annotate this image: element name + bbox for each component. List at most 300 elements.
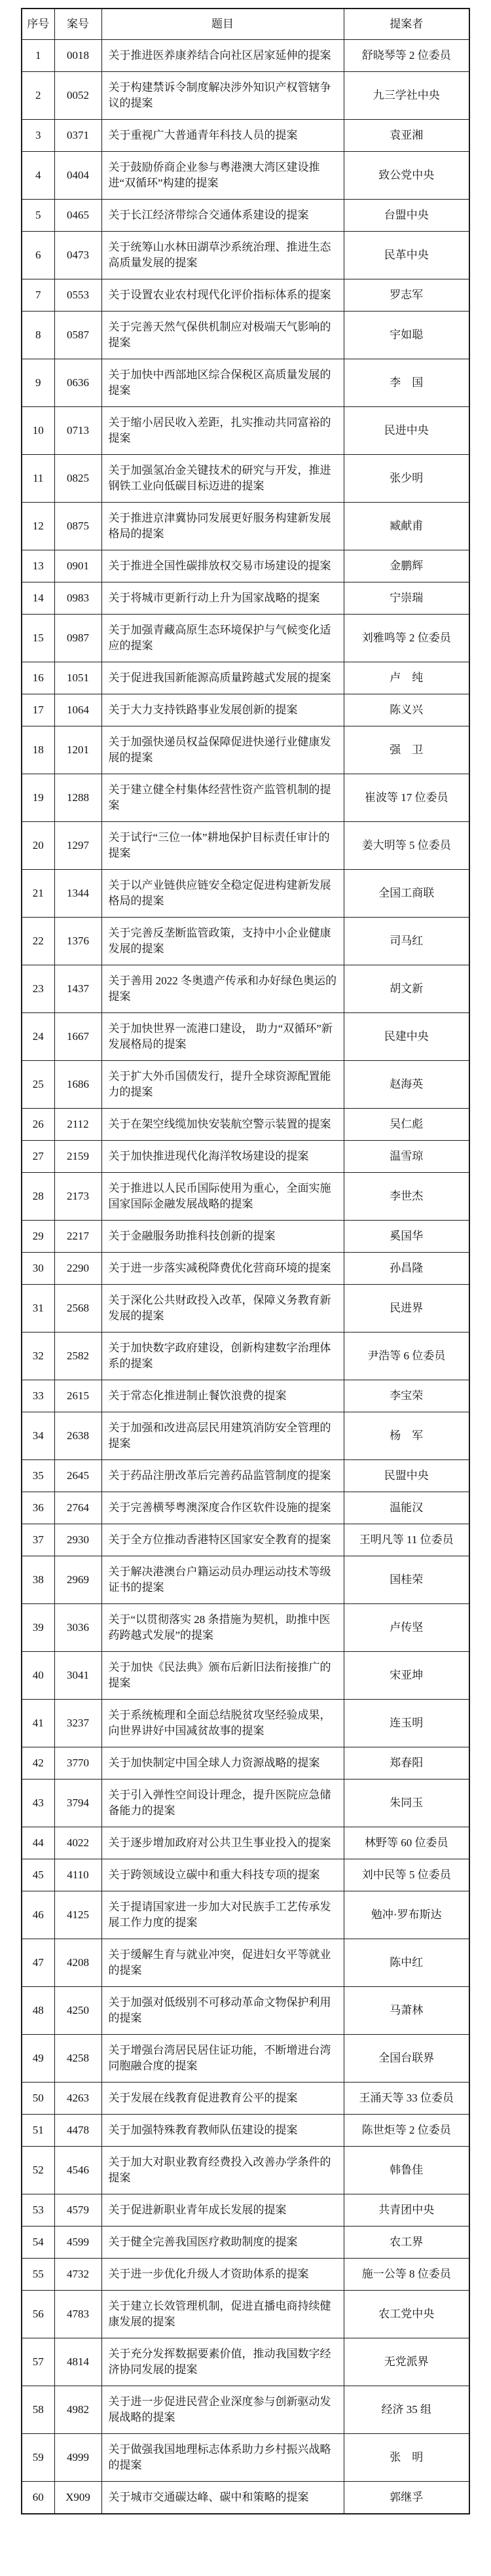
row-title: 关于完善横琴粤澳深度合作区软件设施的提案 — [101, 1492, 344, 1524]
table-row — [22, 1380, 469, 1412]
row-seq: 53 — [22, 2194, 54, 2227]
row-case-no: 2645 — [54, 1460, 101, 1492]
row-proposer: 农工党中央 — [344, 2291, 469, 2338]
row-seq: 20 — [22, 822, 54, 870]
row-proposer: 奚国华 — [344, 1221, 469, 1253]
row-title: 关于以产业链供应链安全稳定促进构建新发展格局的提案 — [101, 870, 344, 918]
row-proposer: 无党派界 — [344, 2338, 469, 2386]
row-proposer: 韩鲁佳 — [344, 2147, 469, 2194]
row-title: 关于“以贯彻落实 28 条措施为契机，助推中医药跨越式发展”的提案 — [101, 1604, 344, 1652]
row-seq: 14 — [22, 582, 54, 615]
row-seq: 33 — [22, 1380, 54, 1412]
row-proposer: 国桂荣 — [344, 1556, 469, 1604]
row-title: 关于逐步增加政府对公共卫生事业投入的提案 — [101, 1827, 344, 1859]
row-seq: 7 — [22, 279, 54, 312]
row-seq: 35 — [22, 1460, 54, 1492]
table-row — [22, 822, 469, 870]
row-proposer: 张 明 — [344, 2434, 469, 2482]
row-seq: 45 — [22, 1859, 54, 1891]
row-seq: 11 — [22, 455, 54, 503]
row-case-no: 0465 — [54, 200, 101, 232]
table-row — [22, 774, 469, 822]
table-row — [22, 1333, 469, 1380]
row-case-no: 2173 — [54, 1173, 101, 1221]
row-case-no: 4579 — [54, 2194, 101, 2227]
row-case-no: 1344 — [54, 870, 101, 918]
row-seq: 49 — [22, 2035, 54, 2083]
row-title: 关于善用 2022 冬奥遗产传承和办好绿色奥运的提案 — [101, 965, 344, 1013]
row-seq: 59 — [22, 2434, 54, 2482]
table-row — [22, 2147, 469, 2194]
table-row — [22, 1412, 469, 1460]
row-seq: 44 — [22, 1827, 54, 1859]
row-title: 关于药品注册改革后完善药品监管制度的提案 — [101, 1460, 344, 1492]
row-seq: 41 — [22, 1700, 54, 1747]
column-header-proposer: 提案者 — [344, 9, 469, 40]
table-row — [22, 615, 469, 662]
table-row — [22, 1556, 469, 1604]
row-case-no: 4478 — [54, 2115, 101, 2147]
table-row — [22, 2083, 469, 2115]
row-seq: 56 — [22, 2291, 54, 2338]
table-row — [22, 1061, 469, 1109]
row-case-no: 3041 — [54, 1652, 101, 1700]
table-row — [22, 1013, 469, 1061]
table-row — [22, 918, 469, 965]
row-title: 关于构建禁诉令制度解决涉外知识产权管辖争议的提案 — [101, 72, 344, 120]
row-proposer: 马萧林 — [344, 1987, 469, 2035]
row-title: 关于推进以人民币国际使用为重心，全面实施国家国际金融发展战略的提案 — [101, 1173, 344, 1221]
row-proposer: 连玉明 — [344, 1700, 469, 1747]
row-case-no: 0404 — [54, 152, 101, 200]
row-case-no: X909 — [54, 2482, 101, 2514]
row-title: 关于促进我国新能源高质量跨越式发展的提案 — [101, 662, 344, 694]
row-title: 关于加快数字政府建设，创新构建数字治理体系的提案 — [101, 1333, 344, 1380]
row-proposer: 宋亚坤 — [344, 1652, 469, 1700]
row-seq: 5 — [22, 200, 54, 232]
row-title: 关于解决港澳台户籍运动员办理运动技术等级证书的提案 — [101, 1556, 344, 1604]
row-proposer: 林野等 60 位委员 — [344, 1827, 469, 1859]
row-proposer: 郭继孚 — [344, 2482, 469, 2514]
row-case-no: 2930 — [54, 1524, 101, 1556]
row-proposer: 舒晓琴等 2 位委员 — [344, 40, 469, 72]
row-title: 关于健全完善我国医疗救助制度的提案 — [101, 2227, 344, 2259]
row-proposer: 全国台联界 — [344, 2035, 469, 2083]
row-seq: 12 — [22, 503, 54, 550]
row-proposer: 民盟中央 — [344, 1460, 469, 1492]
row-title: 关于建立长效管理机制，促进直播电商持续健康发展的提案 — [101, 2291, 344, 2338]
row-case-no: 2638 — [54, 1412, 101, 1460]
table-row — [22, 2291, 469, 2338]
row-proposer: 全国工商联 — [344, 870, 469, 918]
row-proposer: 致公党中央 — [344, 152, 469, 200]
row-proposer: 经济 35 组 — [344, 2386, 469, 2434]
row-title: 关于加强快递员权益保障促进快递行业健康发展的提案 — [101, 726, 344, 774]
row-seq: 19 — [22, 774, 54, 822]
row-case-no: 4110 — [54, 1859, 101, 1891]
row-case-no: 4022 — [54, 1827, 101, 1859]
row-seq: 16 — [22, 662, 54, 694]
table-row — [22, 1827, 469, 1859]
row-seq: 21 — [22, 870, 54, 918]
row-case-no: 0901 — [54, 550, 101, 582]
table-row — [22, 694, 469, 726]
row-case-no: 1064 — [54, 694, 101, 726]
row-seq: 3 — [22, 120, 54, 152]
row-case-no: 4125 — [54, 1891, 101, 1939]
table-row — [22, 662, 469, 694]
table-row — [22, 2482, 469, 2514]
table-row — [22, 2194, 469, 2227]
row-seq: 28 — [22, 1173, 54, 1221]
row-seq: 32 — [22, 1333, 54, 1380]
table-row — [22, 1253, 469, 1285]
row-case-no: 4814 — [54, 2338, 101, 2386]
row-proposer: 强 卫 — [344, 726, 469, 774]
row-case-no: 4999 — [54, 2434, 101, 2482]
row-case-no: 0636 — [54, 359, 101, 407]
table-row — [22, 312, 469, 359]
row-seq: 24 — [22, 1013, 54, 1061]
row-title: 关于完善反垄断监管政策，支持中小企业健康发展的提案 — [101, 918, 344, 965]
row-title: 关于加快世界一流港口建设， 助力“双循环”新发展格局的提案 — [101, 1013, 344, 1061]
row-seq: 36 — [22, 1492, 54, 1524]
row-case-no: 4546 — [54, 2147, 101, 2194]
row-proposer: 卢 纯 — [344, 662, 469, 694]
row-title: 关于进一步促进民营企业深度参与创新驱动发展战略的提案 — [101, 2386, 344, 2434]
row-title: 关于加大对职业教育经费投入改善办学条件的提案 — [101, 2147, 344, 2194]
row-seq: 58 — [22, 2386, 54, 2434]
row-seq: 31 — [22, 1285, 54, 1333]
row-proposer: 胡文新 — [344, 965, 469, 1013]
row-title: 关于全方位推动香港特区国家安全教育的提案 — [101, 1524, 344, 1556]
row-title: 关于加强青藏高原生态环境保护与气候变化适应的提案 — [101, 615, 344, 662]
proposal-table — [21, 8, 470, 2514]
table-row — [22, 1173, 469, 1221]
table-row — [22, 2035, 469, 2083]
row-proposer: 施一公等 8 位委员 — [344, 2259, 469, 2291]
row-proposer: 温雪琼 — [344, 1141, 469, 1173]
row-seq: 4 — [22, 152, 54, 200]
row-proposer: 吴仁彪 — [344, 1109, 469, 1141]
row-proposer: 杨 军 — [344, 1412, 469, 1460]
row-title: 关于长江经济带综合交通体系建设的提案 — [101, 200, 344, 232]
row-title: 关于扩大外币国债发行，提升全球资源配置能力的提案 — [101, 1061, 344, 1109]
table-row — [22, 1652, 469, 1700]
row-proposer: 王明凡等 11 位委员 — [344, 1524, 469, 1556]
table-row — [22, 870, 469, 918]
row-title: 关于试行“三位一体”耕地保护目标责任审计的提案 — [101, 822, 344, 870]
row-seq: 55 — [22, 2259, 54, 2291]
table-row — [22, 200, 469, 232]
row-seq: 46 — [22, 1891, 54, 1939]
row-proposer: 陈世炬等 2 位委员 — [344, 2115, 469, 2147]
table-row — [22, 582, 469, 615]
row-title: 关于在架空线缆加快安装航空警示装置的提案 — [101, 1109, 344, 1141]
row-seq: 43 — [22, 1780, 54, 1827]
row-case-no: 1686 — [54, 1061, 101, 1109]
row-title: 关于促进新职业青年成长发展的提案 — [101, 2194, 344, 2227]
row-seq: 48 — [22, 1987, 54, 2035]
row-case-no: 2568 — [54, 1285, 101, 1333]
table-row — [22, 1939, 469, 1987]
table-row — [22, 72, 469, 120]
row-proposer: 赵海英 — [344, 1061, 469, 1109]
row-title: 关于加强和改进高层民用建筑消防安全管理的提案 — [101, 1412, 344, 1460]
row-proposer: 罗志军 — [344, 279, 469, 312]
row-seq: 38 — [22, 1556, 54, 1604]
table-row — [22, 2386, 469, 2434]
row-seq: 51 — [22, 2115, 54, 2147]
row-proposer: 刘中民等 5 位委员 — [344, 1859, 469, 1891]
table-row — [22, 1859, 469, 1891]
table-header-row — [22, 9, 469, 40]
row-proposer: 金鹏辉 — [344, 550, 469, 582]
row-case-no: 1297 — [54, 822, 101, 870]
row-seq: 27 — [22, 1141, 54, 1173]
table-row — [22, 503, 469, 550]
row-title: 关于进一步落实减税降费优化营商环境的提案 — [101, 1253, 344, 1285]
row-seq: 8 — [22, 312, 54, 359]
column-header-case-no: 案号 — [54, 9, 101, 40]
table-row — [22, 1460, 469, 1492]
row-case-no: 1376 — [54, 918, 101, 965]
row-seq: 18 — [22, 726, 54, 774]
row-case-no: 0473 — [54, 232, 101, 279]
row-seq: 37 — [22, 1524, 54, 1556]
row-seq: 13 — [22, 550, 54, 582]
row-case-no: 3036 — [54, 1604, 101, 1652]
table-row — [22, 550, 469, 582]
row-seq: 6 — [22, 232, 54, 279]
row-case-no: 2969 — [54, 1556, 101, 1604]
row-seq: 42 — [22, 1747, 54, 1780]
row-seq: 17 — [22, 694, 54, 726]
row-seq: 29 — [22, 1221, 54, 1253]
row-case-no: 4250 — [54, 1987, 101, 2035]
row-proposer: 共青团中央 — [344, 2194, 469, 2227]
table-row — [22, 359, 469, 407]
row-seq: 39 — [22, 1604, 54, 1652]
row-seq: 2 — [22, 72, 54, 120]
row-title: 关于加快推进现代化海洋牧场建设的提案 — [101, 1141, 344, 1173]
table-row — [22, 1109, 469, 1141]
row-title: 关于鼓励侨商企业参与粤港澳大湾区建设推进“双循环”构建的提案 — [101, 152, 344, 200]
row-case-no: 1051 — [54, 662, 101, 694]
row-proposer: 臧献甫 — [344, 503, 469, 550]
row-title: 关于加强特殊教育教师队伍建设的提案 — [101, 2115, 344, 2147]
table-row — [22, 1492, 469, 1524]
column-header-seq: 序号 — [22, 9, 54, 40]
row-proposer: 民进界 — [344, 1285, 469, 1333]
row-seq: 54 — [22, 2227, 54, 2259]
row-proposer: 尹浩等 6 位委员 — [344, 1333, 469, 1380]
row-case-no: 0713 — [54, 407, 101, 455]
row-case-no: 0875 — [54, 503, 101, 550]
row-case-no: 2290 — [54, 1253, 101, 1285]
row-case-no: 0587 — [54, 312, 101, 359]
table-row — [22, 1141, 469, 1173]
row-title: 关于统筹山水林田湖草沙系统治理、推进生态高质量发展的提案 — [101, 232, 344, 279]
row-proposer: 九三学社中央 — [344, 72, 469, 120]
row-title: 关于加强氢冶金关键技术的研究与开发，推进钢铁工业向低碳目标迈进的提案 — [101, 455, 344, 503]
row-seq: 60 — [22, 2482, 54, 2514]
row-title: 关于充分发挥数据要素价值，推动我国数字经济协同发展的提案 — [101, 2338, 344, 2386]
row-seq: 47 — [22, 1939, 54, 1987]
table-row — [22, 120, 469, 152]
row-case-no: 4783 — [54, 2291, 101, 2338]
row-proposer: 温能汉 — [344, 1492, 469, 1524]
row-case-no: 4263 — [54, 2083, 101, 2115]
row-case-no: 1201 — [54, 726, 101, 774]
row-case-no: 4258 — [54, 2035, 101, 2083]
row-proposer: 宇如聪 — [344, 312, 469, 359]
row-proposer: 崔波等 17 位委员 — [344, 774, 469, 822]
table-row — [22, 2434, 469, 2482]
row-case-no: 2112 — [54, 1109, 101, 1141]
row-case-no: 4599 — [54, 2227, 101, 2259]
table-row — [22, 407, 469, 455]
row-title: 关于加快制定中国全球人力资源战略的提案 — [101, 1747, 344, 1780]
row-proposer: 李世杰 — [344, 1173, 469, 1221]
row-proposer: 民建中央 — [344, 1013, 469, 1061]
row-title: 关于建立健全村集体经营性资产监管机制的提案 — [101, 774, 344, 822]
row-case-no: 2582 — [54, 1333, 101, 1380]
table-row — [22, 232, 469, 279]
row-case-no: 3770 — [54, 1747, 101, 1780]
row-proposer: 宁崇瑞 — [344, 582, 469, 615]
row-seq: 57 — [22, 2338, 54, 2386]
row-title: 关于系统梳理和全面总结脱贫攻坚经验成果，向世界讲好中国减贫故事的提案 — [101, 1700, 344, 1747]
row-seq: 23 — [22, 965, 54, 1013]
table-row — [22, 965, 469, 1013]
row-title: 关于增强台湾居民居住证功能，不断增进台湾同胞融合度的提案 — [101, 2035, 344, 2083]
row-case-no: 0371 — [54, 120, 101, 152]
table-row — [22, 1700, 469, 1747]
row-title: 关于做强我国地理标志体系助力乡村振兴战略的提案 — [101, 2434, 344, 2482]
row-proposer: 司马红 — [344, 918, 469, 965]
row-case-no: 2615 — [54, 1380, 101, 1412]
row-seq: 34 — [22, 1412, 54, 1460]
row-seq: 22 — [22, 918, 54, 965]
row-case-no: 0553 — [54, 279, 101, 312]
row-proposer: 台盟中央 — [344, 200, 469, 232]
column-header-title: 题目 — [101, 9, 344, 40]
row-seq: 52 — [22, 2147, 54, 2194]
row-title: 关于深化公共财政投入改革，保障义务教育新发展的提案 — [101, 1285, 344, 1333]
row-case-no: 2764 — [54, 1492, 101, 1524]
row-seq: 30 — [22, 1253, 54, 1285]
row-case-no: 3794 — [54, 1780, 101, 1827]
row-seq: 25 — [22, 1061, 54, 1109]
row-title: 关于常态化推进制止餐饮浪费的提案 — [101, 1380, 344, 1412]
table-row — [22, 455, 469, 503]
row-title: 关于进一步优化升级人才资助体系的提案 — [101, 2259, 344, 2291]
table-row — [22, 1987, 469, 2035]
row-proposer: 姜大明等 5 位委员 — [344, 822, 469, 870]
row-proposer: 卢传坚 — [344, 1604, 469, 1652]
row-proposer: 李宝荣 — [344, 1380, 469, 1412]
row-seq: 9 — [22, 359, 54, 407]
row-proposer: 朱同玉 — [344, 1780, 469, 1827]
row-title: 关于设置农业农村现代化评价指标体系的提案 — [101, 279, 344, 312]
row-title: 关于推进京津冀协同发展更好服务构建新发展格局的提案 — [101, 503, 344, 550]
row-title: 关于推进医养康养结合向社区居家延伸的提案 — [101, 40, 344, 72]
row-title: 关于加快《民法典》颁布后新旧法衔接推广的提案 — [101, 1652, 344, 1700]
row-proposer: 郑春阳 — [344, 1747, 469, 1780]
row-title: 关于将城市更新行动上升为国家战略的提案 — [101, 582, 344, 615]
table-row — [22, 1604, 469, 1652]
row-case-no: 0018 — [54, 40, 101, 72]
row-proposer: 刘雅鸣等 2 位委员 — [344, 615, 469, 662]
row-proposer: 张少明 — [344, 455, 469, 503]
row-seq: 50 — [22, 2083, 54, 2115]
row-seq: 15 — [22, 615, 54, 662]
row-title: 关于大力支持铁路事业发展创新的提案 — [101, 694, 344, 726]
row-case-no: 4732 — [54, 2259, 101, 2291]
row-title: 关于推进全国性碳排放权交易市场建设的提案 — [101, 550, 344, 582]
row-seq: 10 — [22, 407, 54, 455]
row-case-no: 4982 — [54, 2386, 101, 2434]
row-proposer: 勉冲·罗布斯达 — [344, 1891, 469, 1939]
row-case-no: 1288 — [54, 774, 101, 822]
row-case-no: 0987 — [54, 615, 101, 662]
row-case-no: 0825 — [54, 455, 101, 503]
row-title: 关于加强对低级别不可移动革命文物保护利用的提案 — [101, 1987, 344, 2035]
row-case-no: 3237 — [54, 1700, 101, 1747]
row-proposer: 陈中红 — [344, 1939, 469, 1987]
row-seq: 40 — [22, 1652, 54, 1700]
table-row — [22, 1891, 469, 1939]
row-title: 关于缩小居民收入差距，扎实推动共同富裕的提案 — [101, 407, 344, 455]
row-title: 关于跨领域设立碳中和重大科技专项的提案 — [101, 1859, 344, 1891]
row-proposer: 袁亚湘 — [344, 120, 469, 152]
table-row — [22, 2338, 469, 2386]
row-title: 关于金融服务助推科技创新的提案 — [101, 1221, 344, 1253]
row-proposer: 农工界 — [344, 2227, 469, 2259]
table-row — [22, 1524, 469, 1556]
row-case-no: 0983 — [54, 582, 101, 615]
table-row — [22, 2227, 469, 2259]
row-seq: 1 — [22, 40, 54, 72]
table-row — [22, 1780, 469, 1827]
row-title: 关于完善天然气保供机制应对极端天气影响的提案 — [101, 312, 344, 359]
table-row — [22, 726, 469, 774]
row-title: 关于引入弹性空间设计理念，提升医院应急储备能力的提案 — [101, 1780, 344, 1827]
table-row — [22, 2115, 469, 2147]
table-row — [22, 1285, 469, 1333]
row-title: 关于提请国家进一步加大对民族手工艺传承发展工作力度的提案 — [101, 1891, 344, 1939]
table-row — [22, 2259, 469, 2291]
row-seq: 26 — [22, 1109, 54, 1141]
row-proposer: 孙昌隆 — [344, 1253, 469, 1285]
row-proposer: 陈义兴 — [344, 694, 469, 726]
row-case-no: 1667 — [54, 1013, 101, 1061]
row-proposer: 民革中央 — [344, 232, 469, 279]
row-case-no: 2159 — [54, 1141, 101, 1173]
row-proposer: 王涌天等 33 位委员 — [344, 2083, 469, 2115]
row-title: 关于城市交通碳达峰、碳中和策略的提案 — [101, 2482, 344, 2514]
row-proposer: 李 国 — [344, 359, 469, 407]
table-row — [22, 1221, 469, 1253]
row-case-no: 0052 — [54, 72, 101, 120]
row-case-no: 4208 — [54, 1939, 101, 1987]
table-row — [22, 279, 469, 312]
row-title: 关于缓解生育与就业冲突，促进妇女平等就业的提案 — [101, 1939, 344, 1987]
row-case-no: 2217 — [54, 1221, 101, 1253]
table-row — [22, 1747, 469, 1780]
row-case-no: 1437 — [54, 965, 101, 1013]
